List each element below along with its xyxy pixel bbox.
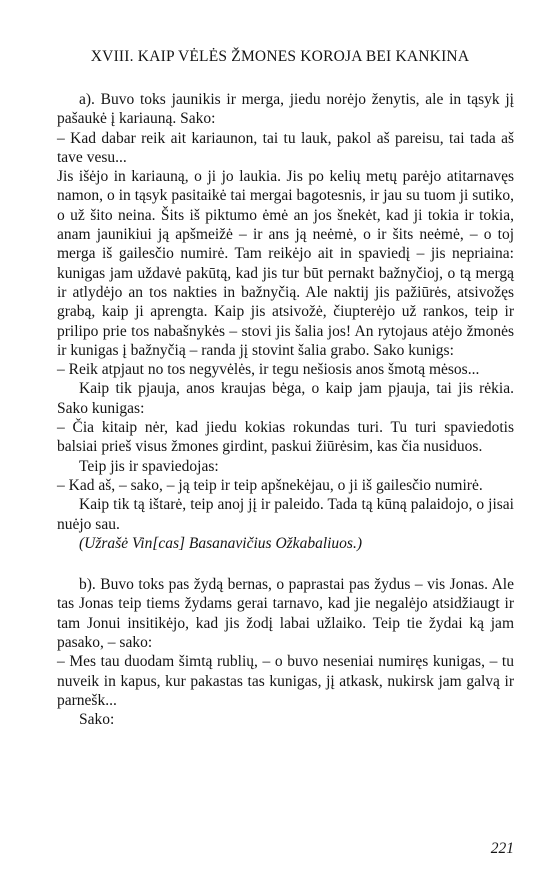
story-b-paragraph: – Mes tau duodam šimtą rublių, – o buvo neseniai numiręs kunigas, – tu nuveik in kapus, kur pakastas tas kunigas, jį atkask, nukirsk jam galvą ir parnešk... [57,653,514,709]
chapter-heading: XVIII. KAIP VĖLĖS ŽMONES KOROJA BEI KANKINA [90,48,470,65]
story-a-paragraph: – Kad aš, – sako, – ją teip ir teip apšnekėjau, o ji iš gailesčio numirė. [57,476,483,494]
story-a-paragraph: Teip jis ir spaviedojas: [79,457,219,475]
story-a-paragraph: Kaip tik tą ištarė, teip anoj jį ir paleido. Tada tą kūną palaidojo, o jisai nuėjo sau. [57,496,514,533]
story-a-paragraph: a). Buvo toks jaunikis ir merga, jiedu norėjo ženytis, ale in tąsyk jį pašaukė į kariauną. Sako: [57,91,514,128]
source-note: (Užrašė Vin[cas] Basanavičius Ožkabaliuos.) [79,534,362,552]
story-a-paragraph: Jis išėjo in kariauną, o ji jo laukia. Jis po kelių metų parėjo atitarnavęs namon, o in tąsyk pasitaikė tai mergai bagotesnis, ir jau su tuom ji sutiko, o už šito neina. Šits iš piktumo ėmė an jos šnekėt, kad ji tokia ir tokia, anam jaunikiui ją apšmeižė – ir ans ją neėmė, o ir šits neėmė, – o toj merga iš gailesčio numirė. Tam reikėjo ait in spaviedį – jis nepriaina: kunigas jam uždavė pakūtą, kad jis tur būt pernakt bažnyčioj, o tą mergą ir atlydėjo an tos nakties in bažnyčią. Ale naktij jis pažiūrės, atsivožęs grabą, kaip ji aprengta. Kaip jis atsivožė, čiupterėjo už rankos, teip ir prilipo prie tos nabašnykės – stovi jis šalia jos! An rytojaus atėjo žmonės ir kunigas į bažnyčią – randa jį stovint šalia grabo. Sako kunigs: [57,168,514,359]
story-a-paragraph: – Čia kitaip nėr, kad jiedu kokias rokundas turi. Tu turi spaviedotis balsiai prieš visus žmones girdint, paskui žiūrėsim, kas čia nusiduos. [57,419,514,456]
section-gap [57,553,514,575]
body-text [57,90,514,730]
story-a-paragraph: – Kad dabar reik ait kariaunon, tai tu lauk, pakol aš pareisu, tai tada aš tave vesu... [57,129,514,166]
story-b-paragraph: Sako: [79,711,115,729]
story-a-paragraph: Kaip tik pjauja, anos kraujas bėga, o kaip jam pjauja, tai jis rėkia. Sako kunigas: [57,380,514,417]
story-b-paragraph: b). Buvo toks pas žydą bernas, o paprastai pas žydus – vis Jonas. Ale tas Jonas teip tiems žydams gerai tarnavo, kad jie negalėjo atsidžiaugt ir tam Jonui insitikėjo, kad jis žodį labai užlaiko. Teip tie žydai ką jam pasako, – sako: [57,576,514,652]
page-number: 221 [490,840,514,857]
story-a-paragraph: – Reik atpjaut no tos negyvėlės, ir tegu nešiosis anos šmotą mėsos... [57,361,480,379]
